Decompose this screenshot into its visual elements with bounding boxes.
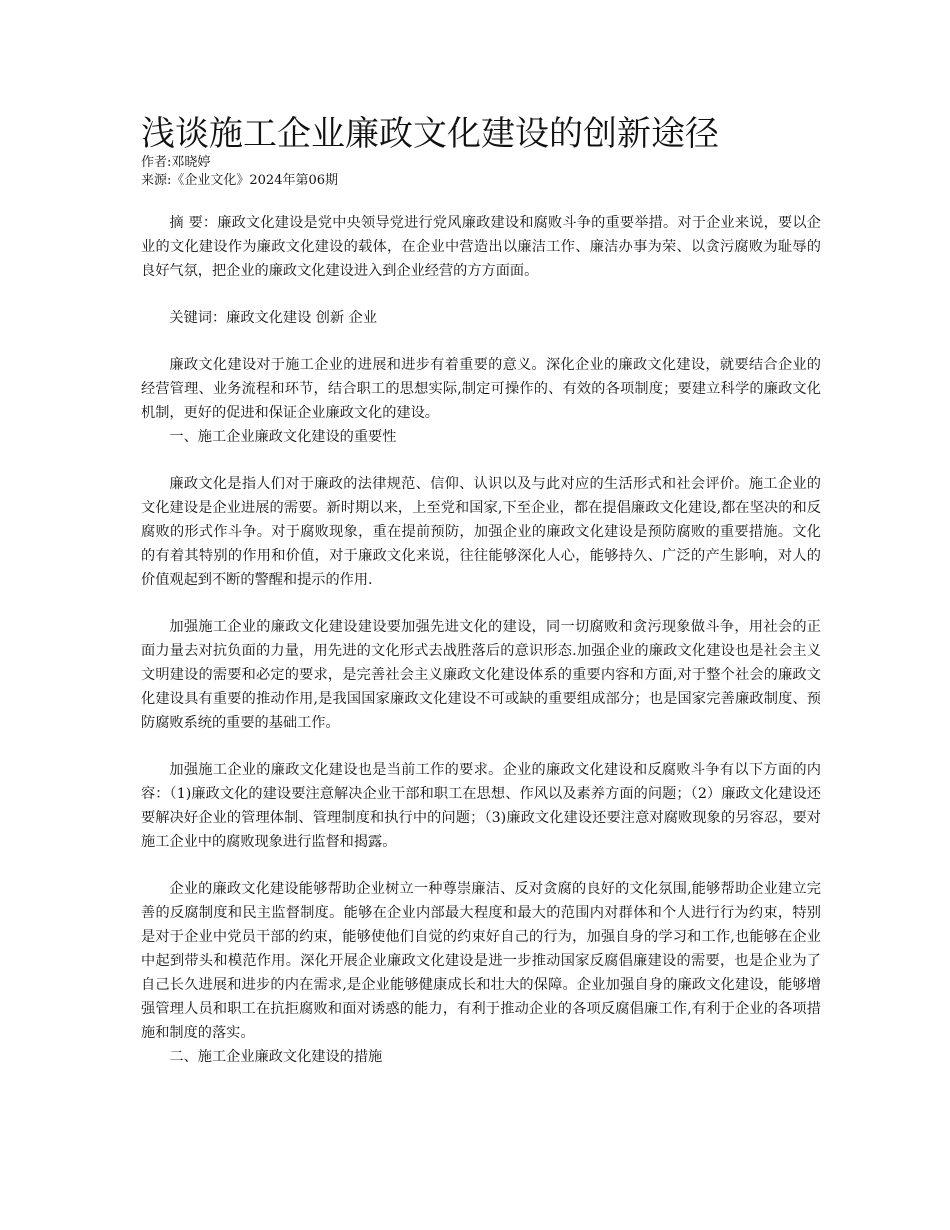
section-heading-2: 二、施工企业廉政文化建设的措施 [169, 1049, 383, 1065]
article-source: 来源:《企业文化》2024年第06期 [141, 173, 339, 188]
abstract-paragraph: 摘 要：廉政文化建设是党中央领导党进行党风廉政建设和腐败斗争的重要举措。对于企业来说，要以企业的文化建设作为廉政文化建设的载体，在企业中营造出以廉洁工作、廉洁办事为荣、以贪污腐败为耻辱的良好气氛，把企业的廉政文化建设进入到企业经营的方方面面。 [141, 215, 821, 279]
article-author: 作者:邓晓婷 [141, 155, 211, 170]
section-heading-1: 一、施工企业廉政文化建设的重要性 [169, 429, 397, 445]
article [141, 112, 821, 1069]
keywords-paragraph: 关键词：廉政文化建设 创新 企业 [169, 310, 378, 326]
intro-paragraph: 廉政文化建设对于施工企业的进展和进步有着重要的意义。深化企业的廉政文化建设，就要结合企业的经营管理、业务流程和环节，结合职工的思想实际,制定可操作的、有效的各项制度；要建立科学的廉政文化机制，更好的促进和保证企业廉政文化的建设。 [141, 357, 821, 421]
body-paragraph: 企业的廉政文化建设能够帮助企业树立一种尊崇廉洁、反对贪腐的良好的文化氛围,能够帮助企业建立完善的反腐制度和民主监督制度。能够在企业内部最大程度和最大的范围内对群体和个人进行行为约束，特别是对于企业中党员干部的约束，能够使他们自觉的约束好自己的行为，加强自身的学习和工作,也能够在企业中起到带头和模范作用。深化开展企业廉政文化建设是进一步推动国家反腐倡廉建设的需要，也是企业为了自己长久进展和进步的内在需求,是企业能够健康成长和壮大的保障。企业加强自身的廉政文化建设，能够增强管理人员和职工在抗拒腐败和面对诱惑的能力，有利于推动企业的各项反腐倡廉工作,有利于企业的各项措施和制度的落实。 [141, 881, 821, 1041]
body-paragraph: 廉政文化是指人们对于廉政的法律规范、信仰、认识以及与此对应的生活形式和社会评价。施工企业的文化建设是企业进展的需要。新时期以来，上至党和国家,下至企业，都在提倡廉政文化建设,都在坚决的和反腐败的形式作斗争。对于腐败现象，重在提前预防，加强企业的廉政文化建设是预防腐败的重要措施。文化的有着其特别的作用和价值，对于廉政文化来说，往往能够深化人心，能够持久、广泛的产生影响，对人的价值观起到不断的警醒和提示的作用. [141, 476, 821, 588]
body-paragraph: 加强施工企业的廉政文化建设建设要加强先进文化的建设，同一切腐败和贪污现象做斗争，用社会的正面力量去对抗负面的力量，用先进的文化形式去战胜落后的意识形态.加强企业的廉政文化建设也是社会主义文明建设的需要和必定的要求，是完善社会主义廉政文化建设体系的重要内容和方面,对于整个社会的廉政文化建设具有重要的推动作用,是我国国家廉政文化建设不可或缺的重要组成部分；也是国家完善廉政制度、预防腐败系统的重要的基础工作。 [141, 619, 821, 731]
body-paragraph: 加强施工企业的廉政文化建设也是当前工作的要求。企业的廉政文化建设和反腐败斗争有以下方面的内容：（1)廉政文化的建设要注意解决企业干部和职工在思想、作风以及素养方面的问题；（2）廉政文化建设还要解决好企业的管理体制、管理制度和执行中的问题；（3)廉政文化建设还要注意对腐败现象的另容忍，要对施工企业中的腐败现象进行监督和揭露。 [141, 762, 821, 850]
article-title: 浅谈施工企业廉政文化建设的创新途径 [141, 114, 719, 154]
